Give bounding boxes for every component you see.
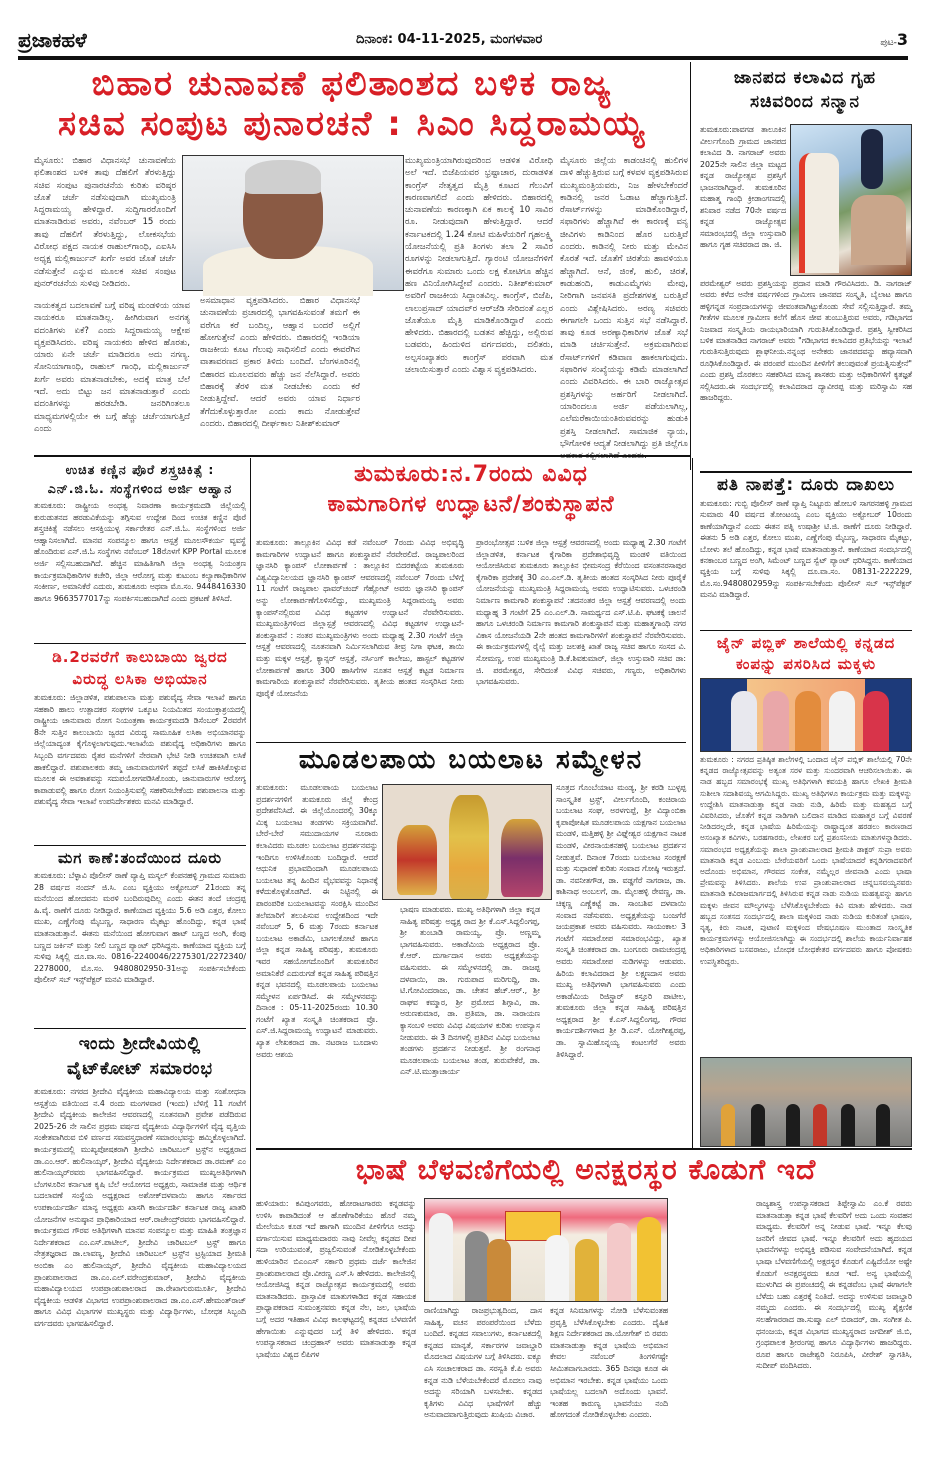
lead-col2: ಅಸಮಾಧಾನ ವ್ಯಕ್ತಪಡಿಸಿದರು. ಬಿಹಾರ ವಿಧಾನಸಭೆ ಚುನಾವಣೆಯ ಪ್ರಚಾರದಲ್ಲಿ ಭಾಗವಹಿಸುವಂತೆ ತಮಗೆ ಈ ವರೆಗೂ ಕರೆ ಬಂದಿಲ್ಲ, ಆಹ್ವಾನ ಬಂದರೆ ಅಲ್ಲಿಗೆ ಹೋಗುತ್ತೇನೆ ಎಂದು ಹೇಳಿದರು. ಬಿಹಾರದಲ್ಲಿ ಇಂಡಿಯಾ ರಾಜಕೀಯ ಕೂಟ ಗೆಲುವು ಸಾಧಿಸಲಿದೆ ಎಂದು ಈವರೆಗಿನ ವಾತಾವರಣದ ಪ್ರಕಾರ ತಿಳಿದು ಬಂದಿದೆ. ಬೆಂಗಳೂರಿನಲ್ಲಿ ಬಿಹಾರದ ಮೂಲದವರು ಹೆಚ್ಚು ಜನ ನೆಲೆಸಿದ್ದಾರೆ. ಅವರು ಬಿಹಾರಕ್ಕೆ ತೆರಳಿ ಮತ ನೀಡಬೇಕು ಎಂದು ಕರೆ ನೀಡುತ್ತಿದ್ದೇವೆ. ಆದರೆ ಅವರು ಯಾವ ನಿರ್ಧಾರ ತೆಗೆದುಕೊಳ್ಳುತ್ತಾರೋ ಎಂದು ಕಾದು ನೋಡುತ್ತೇವೆ ಎಂದರು. ಬಿಹಾರದಲ್ಲಿ ದೀರ್ಘಕಾಲ ನಿತೀಶ್‌ಕುಮಾರ್ — [200, 296, 360, 429]
lead-headline-line1: ಬಿಹಾರ ಚುನಾವಣೆ ಫಲಿತಾಂಶದ ಬಳಿಕ ರಾಜ್ಯ — [91, 64, 613, 104]
page-prefix: ಪುಟ- — [880, 38, 897, 48]
date-line: ದಿನಾಂಕ: 04-11-2025, ಮಂಗಳವಾರ — [356, 32, 543, 47]
photo-person-shape — [851, 195, 906, 265]
lasika-headline: ಡಿ.2ರವರೆಗೆ ಕಾಲುಬಾಯಿ ಜ್ವರದ ವಿರುದ್ಧ ಲಸಿಕಾ ಅಭಿಯಾನ — [52, 648, 228, 688]
ucita-headline: ಉಚಿತ ಕಣ್ಣಿನ ಪೊರೆ ಶಸ್ತ್ರಚಿಕಿತ್ಸೆ : ಎನ್.ಜಿ.ಓ. ಸಂಸ್ಥೆಗಳಿಂದ ಅರ್ಜಿ ಆಹ್ವಾನ — [47, 462, 233, 496]
maga-kane-body: ತುಮಕೂರು: ಬೆಳ್ಳಾವಿ ಪೊಲೀಸ್ ಠಾಣೆ ವ್ಯಾಪ್ತಿ ಮಸ್ಕಲ್ ಕೆಂಪನಹಳ್ಳಿ ಗ್ರಾಮದ ಸುಮಾರು 28 ವರ್ಷದ ನಂದನ್ ಜಿ.ಸಿ. ಎಂಬ ವ್ಯಕ್ತಿಯು ಅಕ್ಟೋಬರ್ 21ರಂದು ತನ್ನ ಮನೆಯಿಂದ ಹೋದವನು ಮರಳಿ ಬಂದಿರುವುದಿಲ್ಲ ಎಂದು ಈತನ ತಂದೆ ಚಂದ್ರಪ್ಪ ಹಿ.ವೈ. ಠಾಣೆಗೆ ದೂರು ನೀಡಿದ್ದಾರೆ. ಕಾಣೆಯಾದ ವ್ಯಕ್ತಿಯು 5.6 ಅಡಿ ಎತ್ತರ, ಕೋಲು ಮುಖ, ಎಣ್ಣೆಗೆಂಪು ಮೈಬಣ್ಣ, ಸಾಧಾರಣ ಮೈಕಟ್ಟು ಹೊಂದಿದ್ದು, ಕನ್ನಡ ಭಾಷೆ ಮಾತನಾಡುತ್ತಾನೆ. ಈತನು ಮನೆಯಿಂದ ಹೋಗುವಾಗ ಹಾಟ್ ಬಣ್ಣದ ಅಂಗಿ, ಕೆಂಪು ಬಣ್ಣದ ಜರ್ಕಿನ್ ಮತ್ತು ನೀಲಿ ಬಣ್ಣದ ಪ್ಯಾಂಟ್ ಧರಿಸಿದ್ದನು. ಕಾಣೆಯಾದ ವ್ಯಕ್ತಿಯ ಬಗ್ಗೆ ಸುಳಿವು ಸಿಕ್ಕಲ್ಲಿ ದೂ.ವಾ.ಸಂ. 0816-2240046/2275301/2272340/ 2278000, ಮೊ.ಸಂ. 9480802950-31ಅನ್ನು ಸಂಪರ್ಕಿಸಬೇಕೆಂದು ಪೊಲೀಸ್ ಸಬ್ ಇನ್ಸ್‌ಪೆಕ್ಟರ್ ಮನವಿ ಮಾಡಿದ್ದಾರೆ. — [34, 871, 246, 985]
masthead-rule — [18, 56, 908, 60]
pati-napatte-body: ತುಮಕೂರು: ಗುಬ್ಬಿ ಪೊಲೀಸ್ ಠಾಣೆ ವ್ಯಾಪ್ತಿ ನಿಟ್ಟೂರು ಹೋಬಳಿ ಸಾಗರನಹಳ್ಳಿ ಗ್ರಾಮದ ಸುಮಾರು 40 ವರ್ಷದ ತೋಂಟಯ್ಯ ಎಂಬ ವ್ಯಕ್ತಿಯು ಅಕ್ಟೋಬರ್ 10ರಂದು ಕಾಣೆಯಾಗಿದ್ದಾನೆ ಎಂದು ಈತನ ಪತ್ನಿ ಉಷಾಶ್ರೀ ಟಿ.ಜಿ. ಠಾಣೆಗೆ ದೂರು ನೀಡಿದ್ದಾರೆ. ಈತನು 5 ಅಡಿ ಎತ್ತರ, ಕೋಲು ಮುಖ, ಎಣ್ಣೆಗೆಂಪು ಮೈಬಣ್ಣ, ಸಾಧಾರಣ ಮೈಕಟ್ಟು, ಬೋಳು ತಲೆ ಹೊಂದಿದ್ದು, ಕನ್ನಡ ಭಾಷೆ ಮಾತನಾಡುತ್ತಾನೆ. ಕಾಣೆಯಾದ ಸಂದರ್ಭದಲ್ಲಿ ಕನಕಾಂಬರ ಬಣ್ಣದ ಅಂಗಿ, ಸಿಮೆಂಟ್ ಬಣ್ಣದ ಸ್ವೆಟ್ ಪ್ಯಾಂಟ್ ಧರಿಸಿದ್ದನು. ಕಾಣೆಯಾದ ವ್ಯಕ್ತಿಯ ಬಗ್ಗೆ ಸುಳಿವು ಸಿಕ್ಕಲ್ಲಿ ದೂ.ವಾ.ಸಂ. 08131-222229, ಮೊ.ಸಂ.9480802959ನ್ನು ಸಂಪರ್ಕಿಸಬೇಕೆಂದು ಪೊಲೀಸ್ ಸಬ್ ಇನ್ಸ್‌ಪೆಕ್ಟರ್ ಮನವಿ ಮಾಡಿದ್ದಾರೆ. — [700, 499, 912, 600]
photo-person-shape — [575, 1239, 599, 1301]
bhashe-col4: ರಾಜ್ಯಶಾಸ್ತ್ರ ಉಪನ್ಯಾಸಕರಾದ ತಿಪ್ಪೇಸ್ವಾಮಿ ಎಂ.ಕೆ ರವರು ಮಾತನಾಡುತ್ತಾ ಕನ್ನಡ ಭಾಷೆ ಕೆಲವರಿಗೆ ಅದು ಒಂದು ಸಂವಹನ ಮಾಧ್ಯಮ. ಕೆಲವರಿಗೆ ಅನ್ನ ನೀಡುವ ಭಾಷೆ. ಇನ್ನೂ ಕೆಲವು ಜನರಿಗೆ ಜೀವದ ಭಾಷೆ. ಇನ್ನೂ ಕೆಲವರಿಗೆ ಅದು ಹೃದಯದ ಭಾವನೆಗಳನ್ನು ಅಭಿವ್ಯಕ್ತಿ ಪಡಿಸುವ ಸಂವೇದನೆಯಾಗಿದೆ. ಕನ್ನಡ ಭಾಷಾ ಬೆಳವಣಿಗೆಯಲ್ಲಿ ಅಕ್ಷರಸ್ಥರ ಕೊಡುಗೆ ಎಷ್ಟಿದೆಯೋ ಅಷ್ಟೇ ಕೊಡುಗೆ ಅನಕ್ಷರಸ್ಥರದು ಕೂಡ ಇದೆ. ಅನ್ಯ ಭಾಷೆಯಲ್ಲಿ ಮುಳುಗಿದ ಈ ಪ್ರಪಂಚದಲ್ಲಿ ಈ ಕನ್ನಡವೆಂಬ ಭಾಷೆ ಈಗಾಗಲೇ ಬೆಳೆದು ಬಹು ಎತ್ತರಕ್ಕೆ ನಿಂತಿದೆ. ಅದನ್ನು ಉಳಿಸುವ ಜವಾಬ್ದಾರಿ ನಮ್ಮದು ಎಂದರು. ಈ ಸಂದರ್ಭದಲ್ಲಿ ಮುಖ್ಯ ಶೈಕ್ಷಣಿಕ ಸಲಹೆಗಾರರಾದ ಡಾ.ಸುಷ್ಮಾ ಎಲ್ ಬಿರಾದರ್, ಡಾ. ಸಂಗೀತ ಪಿ. ಧನಂಜಯ, ಕನ್ನಡ ವಿಭಾಗದ ಮುಖ್ಯಸ್ಥರಾದ ಜಗದೀಶ್ ಜಿ.ಬಿ, ಗ್ರಂಥಪಾಲಕ ಶ್ರೀರಂಗಪ್ಪ ಹಾಗೂ ವಿದ್ಯಾರ್ಥಿಗಳು ಹಾಜರಿದ್ದರು. ರೂಪ ಹಾಗೂ ರಾಜೇಶ್ವರಿ ನಿರೂಪಿಸಿ, ವೀರೇಶ್ ಸ್ವಾಗತಿಸಿ, ಸುದೀಪ್ ವಂದಿಸಿದರು. — [756, 1199, 912, 1371]
bhashe-col1: ಹುಳಿಯಾರು: ಕವಿಪುಂಗವರು, ಹೋರಾಟಗಾರರು ಕನ್ನಡವನ್ನು ಉಳಿಸಿ ಕಾಪಾಡಿದಂತೆ ಆ ಹೊಣೆಗಾರಿಕೆಯು ಹೊರೆ ನಮ್ಮ ಮೇಲೆಯೂ ಕೂಡ ಇದೆ ಹಾಗಾಗಿ ಮುಂದಿನ ಪೀಳಿಗೆಗೂ ಅದನ್ನು ವರ್ಗಾಯಿಸುವ ಮಾಧ್ಯಮದಾರರು ನಾವು ನೀವೆಲ್ಲ ಕನ್ನಡದ ದೀಪ ಸದಾ ಉರಿಯುವಂತೆ, ಪ್ರಜ್ವಲಿಸುವಂತೆ ನೋಡಿಕೊಳ್ಳಬೇಕೆಂದು ಹುಳಿಯಾರಿನ ಬಿಎಂಎಸ್ ಸರ್ಕಾರಿ ಪ್ರಥಮ ದರ್ಜೆ ಕಾಲೇಜಿನ ಪ್ರಾಂಶುಪಾಲರಾದ ಪ್ರೊ.ವೀರಣ್ಣ ಎಸ್.ಸಿ ಹೇಳಿದರು. ಕಾಲೇಜಿನಲ್ಲಿ ಆಯೋಜಿಸಿದ್ದ ಕನ್ನಡ ರಾಜ್ಯೋತ್ಸವ ಕಾರ್ಯಕ್ರಮದಲ್ಲಿ ಅವರು ಮಾತನಾಡಿದರು. ಪ್ರಾಸ್ತಾವಿಕ ಮಾತುಗಳಾಡಿದ ಕನ್ನಡ ಸಹಾಯಕ ಪ್ರಾಧ್ಯಾಪಕರಾದ ಸುಮಂತ್ತನವರು ಕನ್ನಡ ನೆಲ, ಜಲ, ಭಾಷೆಯ ಬಗ್ಗೆ ಅದರ ಇತಿಹಾಸ ವಿವಿಧ ಕಾಲಘಟ್ಟದಲ್ಲಿ ಕನ್ನಡದ ಬೆಳವಣಿಗೆ ಹೇಗಾಯಿತು ಎನ್ನುವುದರ ಬಗ್ಗೆ ತಿಳಿ ಹೇಳಿದರು. ಕನ್ನಡ ಉಪನ್ಯಾಸಕರಾದ ಚಂದ್ರಹಾಸ್ ಅವರು ಮಾತನಾಡುತ್ತಾ ಕನ್ನಡ ಭಾಷೆಯು ವಿಶ್ವದ ಲಿಪಿಗಳ — [256, 1199, 416, 1359]
jain-school-photo-1 — [700, 678, 912, 752]
photo-person-shape — [841, 1104, 855, 1146]
photo-hair-shape — [245, 160, 321, 194]
lead-col3: ಮುಖ್ಯಮಂತ್ರಿಯಾಗಿರುವುದರಿಂದ ಆಡಳಿತ ವಿರೋಧಿ ಅಲೆ ಇದೆ. ಬಿಜೆಪಿಯವರ ಭ್ರಷ್ಟಾಚಾರ, ದುರಾಡಳಿತ ಕಾಂಗ್ರೆಸ್ ನೇತೃತ್ವದ ಮೈತ್ರಿ ಕೂಟದ ಗೆಲುವಿಗೆ ಕಾರಣವಾಗಲಿದೆ ಎಂದು ಹೇಳಿದರು. ಬಿಹಾರದಲ್ಲಿ ಚುನಾವಣೆಯ ಕಾರಣಕ್ಕಾಗಿ ಏಕ ಕಾಲಕ್ಕೆ 10 ಸಾವಿರ ರೂ. ನೀಡುವುದಾಗಿ ಹೇಳುತ್ತಿದ್ದಾರೆ. ಆದರೆ ಕರ್ನಾಟಕದಲ್ಲಿ 1.24 ಕೋಟಿ ಮಹಿಳೆಯರಿಗೆ ಗೃಹಲಕ್ಷ್ಮಿ ಯೋಜನೆಯಲ್ಲಿ ಪ್ರತಿ ತಿಂಗಳು ತಲಾ 2 ಸಾವಿರ ರೂಗಳನ್ನು ನೀಡಲಾಗುತ್ತಿದೆ. ಗ್ಯಾರಂಟಿ ಯೋಜನೆಗಳಿಗೆ ಈವರೆಗೂ ಸುಮಾರು ಒಂದು ಲಕ್ಷ ಕೋಟಿಗೂ ಹೆಚ್ಚಿನ ಹಣ ವಿನಿಯೋಗಿಸಿದ್ದೇವೆ ಎಂದರು. ನಿತೀಶ್‌ಕುಮಾರ್ ಅವರಿಗೆ ರಾಜಕೀಯ ಸಿದ್ಧಾಂತವಿಲ್ಲ. ಕಾಂಗ್ರೆಸ್, ಬಿಜೆಪಿ, ಲಾಲುಪ್ರಸಾದ್ ಯಾದವ್‌ರ ಆರ್‌ಜೆಡಿ ಸೇರಿದಂತೆ ಎಲ್ಲರ ಜೊತೆಯೂ ಮೈತ್ರಿ ಮಾಡಿಕೊಂಡಿದ್ದಾರೆ ಎಂದು ಹೇಳಿದರು. ಬಿಹಾರದಲ್ಲಿ ಬಡತನ ಹೆಚ್ಚಿದ್ದು, ಅಲ್ಲಿರುವ ಬಡವರು, ಹಿಂದುಳಿದ ವರ್ಗದವರು, ದಲಿತರು, ಅಲ್ಪಸಂಖ್ಯಾತರು ಕಾಂಗ್ರೆಸ್ ಪರವಾಗಿ ಮತ ಚಲಾಯಿಸುತ್ತಾರೆ ಎಂದು ವಿಶ್ವಾಸ ವ್ಯಕ್ತಪಡಿಸಿದರು. — [405, 156, 553, 376]
photo-person-shape — [751, 1104, 765, 1146]
bayalata-col3: ಸೂತ್ರದ ಗೊಂಬೆಯಾಟ ಮಂಡ್ಯ, ಶ್ರೀ ಕರಡಿ ಬುಳ್ಳಪ್ಪ ಸಾಂಸ್ಕೃತಿಕ ಟ್ರಸ್ಟ್, ವೀರ್ಲಗೊಂದಿ, ಕಂಚಿರಾಯ ಬಯಲಾಟ ಸಂಘ, ಅರಳಗುಪ್ಪೆ, ಶ್ರೀ ವಿದ್ಯಾಂಬಿಕಾ ಕೃಪಾಪೋಷಿತ ಮೂಡಲಪಾಯ ಯಕ್ಷಗಾನ ಬಯಲಾಟ ಮಂಡಳಿ, ಮತ್ತಿಹಳ್ಳಿ ಶ್ರೀ ವಿಘ್ನೇಶ್ವರ ಯಕ್ಷಗಾನ ನಾಟಕ ಮಂಡಳಿ, ವೀರನಾಯಕನಹಳ್ಳಿ ಬಯಲಾಟ ಪ್ರದರ್ಶನ ನೀಡುತ್ತವೆ. ದಿನಾಂಕ 7ರಂದು ಬಯಲಾಟ ಸಂರಕ್ಷಣೆ ಮತ್ತು ಸುಧಾರಣೆ ಕುರಿತು ಸಂವಾದ ಗೋಷ್ಠಿ ಇರುತ್ತದೆ. ಡಾ. ನವನೀತಗೌಡ, ಡಾ. ವಡ್ಡಗೆರೆ ನಾಗರಾಜ, ಡಾ. ಕಾಶಿನಾಥ ಅಂಬಲಗೆ, ಡಾ. ಮೈಲಹಳ್ಳಿ ರೇವಣ್ಣ, ಡಾ. ಚಿಕ್ಕಣ್ಣ ಎಣ್ಣೆಕಟ್ಟೆ ಡಾ. ಸಾಂಬಶಿವ ದಳವಾಯಿ ಸಂವಾದ ನಡೆಸುವರು. ಅಧ್ಯಕ್ಷತೆಯನ್ನು ಬಂಜಗೆರೆ ಜಯಪ್ರಕಾಶ ಅವರು ವಹಿಸುವರು. ಸಾಯಂಕಾಲ 3 ಗಂಟೆಗೆ ಸಮಾರೋಪ ಸಮಾರಂಭವಿದ್ದು, ಖ್ಯಾತ ಸಂಸ್ಕೃತಿ ಚಿಂತಕರಾದ ಡಾ. ಬಂಗೂರು ರಾಮಚಂದ್ರಪ್ಪ ಅವರು ಸಮಾರೋಪ ನುಡಿಗಳನ್ನು ಆಡುವರು. ಹಿರಿಯ ಕಲಾವಿದರಾದ ಶ್ರೀ ಲಕ್ಷ್ಮಣದಾಸ ಅವರು ಮುಖ್ಯ ಅತಿಥಿಗಳಾಗಿ ಭಾಗವಹಿಸುವರು ಎಂದು ಅಕಾಡೆಮಿಯ ರಿಜಿಸ್ಟ್ರಾರ್ ಕಸ್ತೂರಿ ಪಾಟೀಲ, ತುಮಕೂರು ಜಿಲ್ಲಾ ಕನ್ನಡ ಸಾಹಿತ್ಯ ಪರಿಷತ್ತಿನ ಅಧ್ಯಕ್ಷರಾದ ಶ್ರೀ ಕೆ.ಎಸ್.ಸಿದ್ದಲಿಂಗಪ್ಪ, ಗೌರವ ಕಾರ್ಯದರ್ಶಿಗಳಾದ ಶ್ರೀ ಡಿ.ಎನ್. ಯೋಗೀಶ್ವರಪ್ಪ, ಡಾ. ಸ್ವಾಮಿಹೊನ್ನಯ್ಯ ಕಂಟಲಗೆರೆ ಅವರು ತಿಳಿಸಿದ್ದಾರೆ. — [556, 783, 686, 1059]
lead-col1b: ನಾಯಕತ್ವದ ಬದಲಾವಣೆ ಬಗ್ಗೆ ವರಿಷ್ಠ ಮಂಡಳಿಯ ಯಾವ ನಾಯಕರೂ ಮಾತನಾಡಿಲ್ಲ. ಹೀಗಿರುವಾಗ ಅನಗತ್ಯ ವದಂತಿಗಳು ಏಕೆ? ಎಂದು ಸಿದ್ದರಾಮಯ್ಯ ಆಕ್ಷೇಪ ವ್ಯಕ್ತಪಡಿಸಿದರು. ವರಿಷ್ಠ ನಾಯಕರು ಹೇಳಿದ ಹೊರತು, ಯಾರು ಏನೇ ಚರ್ಚೆ ಮಾಡಿದರೂ ಅದು ನಗಣ್ಯ. ಸೋನಿಯಾಗಾಂಧಿ, ರಾಹುಲ್ ಗಾಂಧಿ, ಮಲ್ಲಿಕಾರ್ಜುನ್ ಖರ್ಗೆ ಅವರು ಮಾತನಾಡಬೇಕು, ಅದಕ್ಕೆ ಮಾತ್ರ ಬೆಲೆ ಇದೆ. ಅದು ಬಿಟ್ಟು ಜನ ಮಾತನಾಡುತ್ತಾರೆ ಎಂದು ವದಂತಿಗಳನ್ನು ಹರಡಬೇಡಿ. ಜನರಿಗಿಂತಲೂ ಮಾಧ್ಯಮಗಳಲ್ಲಿಯೇ ಈ ಬಗ್ಗೆ ಹೆಚ್ಚು ಚರ್ಚೆಯಾಗುತ್ತಿದೆ ಎಂದು — [34, 301, 190, 434]
newspaper-name: ಪ್ರಜಾಕಹಳೆ — [18, 28, 87, 52]
photo-person-shape — [876, 1104, 890, 1146]
photo-person-shape — [799, 153, 839, 273]
photo-person-shape — [763, 691, 789, 751]
maga-kane-bottom-rule — [34, 1028, 246, 1029]
photo-person-shape — [429, 1213, 453, 1301]
photo-person-shape — [786, 1104, 800, 1146]
photo-person-shape — [465, 1231, 489, 1301]
photo-person-shape — [545, 1235, 569, 1301]
lasika-bottom-rule — [34, 845, 246, 846]
janapada-side-text: ತುಮಕೂರು:ಪಾವಗಡ ತಾಲೂಕಿನ ವೀರ್ಲಗೊಂದಿ ಗ್ರಾಮದ ಜಾನಪದ ಕಲಾವಿದ ಡಿ. ನಾಗರಾಜ್ ಅವರು 2025ನೇ ಸಾಲಿನ ಜಿಲ್ಲಾ ಮಟ್ಟದ ಕನ್ನಡ ರಾಜ್ಯೋತ್ಸವ ಪ್ರಶಸ್ತಿಗೆ ಭಾಜನರಾಗಿದ್ದಾರೆ. ತುಮಕೂರಿನ ಮಹಾತ್ಮ ಗಾಂಧಿ ಕ್ರೀಡಾಂಗಣದಲ್ಲಿ ಶನಿವಾರ ನಡೆದ 70ನೇ ವರ್ಷದ ಕನ್ನಡ ರಾಜ್ಯೋತ್ಸವ ಸಮಾರಂಭದಲ್ಲಿ ಜಿಲ್ಲಾ ಉಸ್ತುವಾರಿ ಹಾಗೂ ಗೃಹ ಸಚಿವರಾದ ಡಾ. ಜಿ. — [700, 125, 786, 249]
lead-photo — [182, 155, 404, 291]
janapada-bottom-rule — [700, 471, 912, 473]
jain-school-photo-2 — [700, 1057, 912, 1147]
bhashe-col3: ಕನ್ನಡ ಸಿನಿಮಾಗಳನ್ನು ನೋಡಿ ಬೆಳೆಸುವಂತಹ ಪ್ರವೃತ್ತಿ ಬೆಳೆಸಿಕೊಳ್ಳಬೇಕು ಎಂದರು. ದೈಹಿಕ ಶಿಕ್ಷಣ ನಿರ್ದೇಶಕರಾದ ಡಾ.ಯೋಗೇಶ್ ಬಿ ರವರು ಮಾತನಾಡುತ್ತಾ ಕನ್ನಡ ಭಾಷೆಯ ಅಭಿಮಾನ ಕೇವಲ ನವೆಂಬರ್ ತಿಂಗಳಿಗಷ್ಟೇ ಸೀಮಿತವಾಗಬಾರದು. 365 ದಿನವೂ ಕೂಡ ಈ ಅಭಿಮಾನ ಇರಬೇಕು. ಕನ್ನಡ ಭಾಷೆಯು ಒಂದು ಭಾಷೆಯಲ್ಲ ಬದಲಾಗಿ ಅದೊಂದು ಭಾವನೆ. ಇಂತಹ ಕಾರುಣ್ಯ ಭಾವನೆಯು ನಂದಿ ಹೋಗದಂತೆ ನೋಡಿಕೊಳ್ಳಬೇಕು ಎಂದರು. — [550, 1306, 668, 1420]
bhashe-photo — [424, 1198, 668, 1302]
photo-performer-shape — [501, 819, 543, 897]
tumakuru-works-col1: ತುಮಕೂರು: ತಾಲ್ಲೂಕಿನ ವಿವಿಧ ಕಡೆ ನವೆಂಬರ್ 7ರಂದು ವಿವಿಧ ಅಭಿವೃದ್ಧಿ ಕಾಮಗಾರಿಗಳ ಉದ್ಘಾಟನೆ ಹಾಗೂ ಶಂಕುಸ್ಥಾಪನೆ ನೆರವೇರಲಿದೆ. ರಾಜ್ಯಪಾಲರಿಂದ ಜ್ಞಾನಸಿರಿ ಕ್ಯಾಂಪಸ್ ಲೋಕಾರ್ಪಣೆ : ತಾಲ್ಲೂಕಿನ ಬಿದರಕಟ್ಟೆಯ ತುಮಕೂರು ವಿಶ್ವವಿದ್ಯಾನಿಲಯದ ಜ್ಞಾನಸಿರಿ ಕ್ಯಾಂಪಸ್ ಆವರಣದಲ್ಲಿ ನವೆಂಬರ್ 7ರಂದು ಬೆಳಿಗ್ಗೆ 11 ಗಂಟೆಗೆ ರಾಜ್ಯಪಾಲ ಥಾವರ್‌ಚಂದ್ ಗೆಹ್ಲೋಟ್ ಅವರು ಜ್ಞಾನಸಿರಿ ಕ್ಯಾಂಪಸ್ ಅನ್ನು ಲೋಕಾರ್ಪಣೆಗೊಳಿಸಲಿದ್ದು, ಮುಖ್ಯಮಂತ್ರಿ ಸಿದ್ದರಾಮಯ್ಯ ಅವರು ಕ್ಯಾಂಪಸ್‌ನಲ್ಲಿರುವ ವಿವಿಧ ಕಟ್ಟಡಗಳ ಉದ್ಘಾಟನೆ ನೆರವೇರಿಸುವರು. ಮುಖ್ಯಮಂತ್ರಿಗಳಿಂದ ಜಿಲ್ಲಾಸ್ಪತ್ರೆ ಆವರಣದಲ್ಲಿ ವಿವಿಧ ಕಟ್ಟಡಗಳ ಉದ್ಘಾಟನೆ-ಶಂಕುಸ್ಥಾಪನೆ : ನಂತರ ಮುಖ್ಯಮಂತ್ರಿಗಳು ಅಂದು ಮಧ್ಯಾಹ್ನ 2.30 ಗಂಟೆಗೆ ಜಿಲ್ಲಾ ಆಸ್ಪತ್ರೆ ಆವರಣದಲ್ಲಿ ನೂತನವಾಗಿ ನಿರ್ಮಿಸಲಾಗಿರುವ ತೀವ್ರ ನಿಗಾ ಘಟಕ, ತಾಯಿ ಮತ್ತು ಮಕ್ಕಳ ಆಸ್ಪತ್ರೆ, ಕ್ಯಾನ್ಸರ್ ಆಸ್ಪತ್ರೆ, ನರ್ಸಿಂಗ್ ಕಾಲೇಜು, ಹಾಸ್ಟಲ್ ಕಟ್ಟಡಗಳ ಲೋಕಾರ್ಪಣೆ ಹಾಗೂ 300 ಹಾಸಿಗೆಗಳ ನೂತನ ಆಸ್ಪತ್ರೆ ಕಟ್ಟಡ ನಿರ್ಮಾಣ ಕಾಮಗಾರಿಯ ಶಂಕುಸ್ಥಾಪನೆ ನೆರವೇರಿಸುವರು. ತೃತೀಯ ಹಂತದ ಸಂಸ್ಕರಿಸಿದ ನೀರು ಪೂರೈಕೆ ಯೋಜನೆಯ — [256, 538, 464, 698]
photo-person-shape — [863, 691, 889, 751]
photo-person-shape — [607, 1223, 631, 1301]
lead-col4: ಮೈಸೂರು ಜಿಲ್ಲೆಯ ಕಾಡಂಚಿನಲ್ಲಿ ಹುಲಿಗಳ ದಾಳಿ ಹೆಚ್ಚುತ್ತಿರುವ ಬಗ್ಗೆ ಕಳವಳ ವ್ಯಕ್ತಪಡಿಸಿರುವ ಮುಖ್ಯಮಂತ್ರಿಯವರು, ನಿಜ ಹೇಳಬೇಕೆಂದರೆ ಕಾಡಿನಲ್ಲಿ ಜನರ ಓಡಾಟ ಹೆಚ್ಚಾಗುತ್ತಿದೆ. ರೆಸಾರ್ಟ್‌ಗಳನ್ನು ಮಾಡಿಕೊಂಡಿದ್ದಾರೆ, ಸಫಾರಿಗಳು ಹೆಚ್ಚಾಗಿವೆ ಈ ಕಾರಣಕ್ಕೆ ವನ್ಯ ಜೀವಿಗಳು ಕಾಡಿನಿಂದ ಹೊರ ಬರುತ್ತಿವೆ ಎಂದರು. ಕಾಡಿನಲ್ಲಿ ನೀರು ಮತ್ತು ಮೇವಿನ ಕೊರತೆ ಇದೆ. ಜೊತೆಗೆ ಚಿರತೆಯ ಹಾವಳಿಯೂ ಹೆಚ್ಚಾಗಿದೆ. ಆನೆ, ಜಿಂಕೆ, ಹುಲಿ, ಚಿರತೆ, ಕಾಡುಹಂದಿ, ಕಾಡುಎಮ್ಮೆಗಳು ಮೇವು, ನೀರಿಗಾಗಿ ಜನವಸತಿ ಪ್ರದೇಶಗಳತ್ತ ಬರುತ್ತಿವೆ ಎಂದು ವಿಶ್ಲೇಷಿಸಿದರು. ಅರಣ್ಯ ಸಚಿವರು ಈಗಾಗಲೇ ಒಂದು ಸುತ್ತಿನ ಸಭೆ ನಡೆಸಿದ್ದಾರೆ. ತಾವು ಕೂಡ ಅರಣ್ಯಾಧಿಕಾರಿಗಳ ಜೊತೆ ಸಭೆ ಮಾಡಿ ಚರ್ಚಿಸುತ್ತೇನೆ. ಅಕ್ರಮವಾಗಿರುವ ರೆಸಾರ್ಟ್‌ಗಳಿಗೆ ಕಡಿವಾಣ ಹಾಕಲಾಗುವುದು. ಸಫಾರಿಗಳ ಸಂಖ್ಯೆಯನ್ನು ಕಡಿಮೆ ಮಾಡಲಾಗಿದೆ ಎಂದು ವಿವರಿಸಿದರು. ಈ ಬಾರಿ ರಾಜ್ಯೋತ್ಸವ ಪ್ರಶಸ್ತಿಗಳನ್ನು ಅರ್ಹರಿಗೆ ನೀಡಲಾಗಿದೆ. ಯಾರಿಂದಲೂ ಅರ್ಜಿ ಪಡೆಯಲಾಗಿಲ್ಲ, ಎಲೆಮರೆಕಾಯಿಯಂತಿರುವವರನ್ನು ಹುಡುಕಿ ಪ್ರಶಸ್ತಿ ನೀಡಲಾಗಿದೆ. ಸಾಮಾಜಿಕ ನ್ಯಾಯ, ಭೌಗೋಳಿಕ ಆದ್ಯತೆ ನೀಡಲಾಗಿದ್ದು ಪ್ರತಿ ಜಿಲ್ಲೆಗೂ — [560, 156, 688, 449]
whitecoat-body: ತುಮಕೂರು: ನಗರದ ಶ್ರೀದೇವಿ ವೈದ್ಯಕೀಯ ಮಹಾವಿದ್ಯಾಲಯ ಮತ್ತು ಸಂಶೋಧನಾ ಆಸ್ಪತ್ರೆಯ ವತಿಯಿಂದ ನ.4 ರಂದು ಮಂಗಳವಾರ (ಇಂದು) ಬೆಳಿಗ್ಗೆ 11 ಗಂಟೆಗೆ ಶ್ರೀದೇವಿ ವೈದ್ಯಕೀಯ ಕಾಲೇಜಿನ ಆವರಣದಲ್ಲಿ ನೂತನವಾಗಿ ಪ್ರವೇಶ ಪಡೆದಿರುವ 2025-26 ನೇ ಸಾಲಿನ ಪ್ರಥಮ ವರ್ಷದ ವೈದ್ಯಕೀಯ ವಿದ್ಯಾರ್ಥಿಗಳಿಗೆ ವೈದ್ಯ ವೃತ್ತಿಯ ಸಂಕೇತವಾಗಿರುವ ಬಿಳಿ ವರ್ಣದ ಸಮವಸ್ತ್ರಧಾರಣೆ ಸಮಾರಂಭವನ್ನು ಹಮ್ಮಿಕೊಳ್ಳಲಾಗಿದೆ. ಕಾರ್ಯಕ್ರಮದಲ್ಲಿ ಮುಖ್ಯಪೋಷಕರಾಗಿ ಶ್ರೀದೇವಿ ಚಾರಿಟಬಲ್ ಟ್ರಸ್ಟ್‌ನ ಅಧ್ಯಕ್ಷರಾದ ಡಾ.ಎಂ.ಆರ್. ಹುಲಿನಾಯ್ಕರ್, ಶ್ರೀದೇವಿ ವೈದ್ಯಕೀಯ ನಿರ್ದೇಶಕರಾದ ಡಾ.ರಮಣ್ ಎಂ ಹುಲಿನಾಯ್ಕರ್‌ರವರು ಭಾಗವಹಿಸಲಿದ್ದಾರೆ. ಕಾರ್ಯಕ್ರಮದ ಮುಖ್ಯಅತಿಥಿಗಳಾಗಿ ಬೆಂಗಳೂರಿನ ಕರ್ನಾಟಕ ಕೃಷಿ ಬೆಲೆ ಆಯೋಗದ ಅಧ್ಯಕ್ಷರು, ಸಾಮಾಜಿಕ ಮತ್ತು ಆರ್ಥಿಕ ಬದಲಾವಣೆ ಸಂಸ್ಥೆಯ ಅಧ್ಯಕ್ಷರಾದ ಅಶೋಕ್‌ದಳವಾಯಿ ಹಾಗೂ ಸರ್ಕಾರದ ಉಪಕಾರ್ಯದರ್ಶಿ ಮಾನ್ಯ ಅಧ್ಯಕ್ಷರು ಖಾಸಗಿ ಕಾರ್ಯದರ್ಶಿ ಕರ್ನಾಟಕ ರಾಜ್ಯ ಖಾತರಿ ಯೋಜನೆಗಳ ಅನುಷ್ಠಾನ ಪ್ರಾಧಿಕಾರಿಯಾದ ಆರ್.ರಾಜೇಂದ್ರ್‌ರವರು ಭಾಗವಹಿಸಲಿದ್ದಾರೆ. ಕಾರ್ಯಕ್ರಮದ ಗೌರವ ಅತಿಥಿಗಳಾಗಿ ಮಾನವ ಸಂಪನ್ಮೂಲ ಮತ್ತು ಮಾಹಿತಿ ತಂತ್ರಜ್ಞಾನ ನಿರ್ದೇಶಕರಾದ ಎಂ.ಎಸ್.ಪಾಟೀಲ್, ಶ್ರೀದೇವಿ ಚಾರಿಟಬಲ್ ಟ್ರಸ್ಟ್ ಹಾಗೂ ನೇತ್ರತಜ್ಞರಾದ ಡಾ.ಲಾವಣ್ಯ, ಶ್ರೀದೇವಿ ಚಾರಿಟಬಲ್ ಟ್ರಸ್ಟ್‌ನ ಟ್ರಸ್ಟಿಯಾದ ಶ್ರೀಮತಿ ಅಂಬಿಕಾ ಎಂ ಹುಲಿನಾಯ್ಕರ್, ಶ್ರೀದೇವಿ ವೈದ್ಯಕೀಯ ಮಹಾವಿದ್ಯಾಲಯದ ಪ್ರಾಂಶುಪಾಲರಾದ ಡಾ.ಎಂ.ಎಲ್.ವರೇಂದ್ರಕುಮಾರ್, ಶ್ರೀದೇವಿ ವೈದ್ಯಕೀಯ ಮಹಾವಿದ್ಯಾಲಯದ ಉಪಪ್ರಾಂಶುಪಾಲರಾದ ಡಾ.ರೇಖಾಗುರುಮೂರ್ತಿ, ಶ್ರೀದೇವಿ ವೈದ್ಯಕೀಯ ಆಡಳಿತ ವಿಭಾಗದ ಉಪಪ್ರಾಂಶುಪಾಲರಾದ ಡಾ.ಎಂ.ಎಸ್.ಹೇಮಂತ್‌ರಾಜ್ ಹಾಗೂ ವಿವಿಧ ವಿಭಾಗಗಳ ಮುಖ್ಯಸ್ಥರು ಮತ್ತು ವಿದ್ಯಾರ್ಥಿಗಳು, ಬೋಧಕ ಸಿಬ್ಬಂದಿ ವರ್ಗದವರು ಭಾಗವಹಿಸಲಿದ್ದಾರೆ. — [34, 1087, 246, 1328]
whitecoat-headline: ಇಂದು ಶ್ರೀದೇವಿಯಲ್ಲಿ ವೈಟ್‌ಕೋಟ್ ಸಮಾರಂಭ — [66, 1034, 214, 1079]
photo-person-shape — [829, 691, 855, 751]
photo-person-shape — [487, 1239, 511, 1301]
bayalata-bottom-rule — [256, 1148, 912, 1150]
page-number-value: 3 — [896, 30, 908, 49]
tumakuru-works-bottom-rule — [256, 742, 686, 743]
center-right-divider — [692, 458, 693, 1148]
pati-napatte-bottom-rule — [700, 630, 912, 631]
masthead — [18, 28, 908, 58]
lead-bottom-rule — [34, 455, 690, 457]
maga-kane-headline: ಮಗ ಕಾಣೆ:ತಂದೆಯಿಂದ ದೂರು — [57, 849, 223, 867]
bayalata-photo — [382, 784, 552, 900]
bhashe-col2: ರಾಣಿಯಾಗಿದ್ದು ರಾಜಪ್ರಭುತ್ವದಿಂದ, ದಾಸ ಸಾಹಿತ್ಯ, ವಚನ ಪರಂಪರೆಯಿಂದ ಬೆಳೆದು ಬಂದಿದೆ. ಕನ್ನಡದ ಸವಾಲುಗಳು, ಕರ್ನಾಟಕದಲ್ಲಿ ಕನ್ನಡದ ಮಾನ್ಯತೆ, ಸರ್ಕಾರಗಳ ಜವಾಬ್ದಾರಿ ಮೊದಲಾದ ವಿಷಯಗಳ ಬಗ್ಗೆ ತಿಳಿಸಿದರು. ಐಕ್ಯೂ ಎಸಿ ಸಂಚಾಲಕರಾದ ಡಾ. ಸರಸ್ವತಿ ಕೆ.ಪಿ ಅವರು ಕನ್ನಡ ನುಡಿ ಬೆಳೆಯಬೇಕೆಂದರೆ ಮೊದಲು ನಾವು ಅದನ್ನು ಸರಿಯಾಗಿ ಬಳಸಬೇಕು. ಕನ್ನಡದ ಕೃತಿಗಳು ವಿವಿಧ ಭಾಷೆಗಳಿಗೆ ಹೆಚ್ಚು ಅನುವಾದವಾಗುತ್ತಿರುವುದು ಖುಷಿಯ ವಿಚಾರ. — [424, 1306, 542, 1420]
bhashe-headline: ಭಾಷೆ ಬೆಳವಣಿಗೆಯಲ್ಲಿ ಅನಕ್ಷರಸ್ಥರ ಕೊಡುಗೆ ಇದೆ — [355, 1153, 817, 1186]
left-column-divider — [250, 458, 251, 1258]
jain-school-headline: ಜೈನ್ ಪಬ್ಲಿಕ್ ಶಾಲೆಯಲ್ಲಿ ಕನ್ನಡದ ಕಂಪನ್ನು ಪಸರಿಸಿದ ಮಕ್ಕಳು — [716, 634, 896, 673]
photo-person-shape — [813, 1104, 827, 1146]
lead-headline — [18, 64, 686, 144]
jain-school-body: ತುಮಕೂರು : ನಗರದ ಪ್ರತಿಷ್ಠಿತ ಶಾಲೆಗಳಲ್ಲಿ ಒಂದಾದ ಜೈನ್ ಪಬ್ಲಿಕ್ ಶಾಲೆಯಲ್ಲಿ 70ನೇ ಕನ್ನಡದ ರಾಜ್ಯೋತ್ಸವವನ್ನು ಅತ್ಯಂತ ಸರಳ ಮತ್ತು ಸುಂದರವಾಗಿ ಆಚರಿಸಲಾಯಿತು. ಈ ನಾಡ ಹಬ್ಬದ ಸಮಾರಂಭಕ್ಕೆ ಮುಖ್ಯ ಅತಿಥಿಗಳಾಗಿ ಕವಯತ್ರಿ ಹಾಗೂ ಲೇಖಕಿ ಶ್ರೀಮತಿ ಸುಶೀಲಾ ಸದಾಶಿವಯ್ಯ ಆಗಮಿಸಿದ್ದರು. ಮುಖ್ಯ ಅತಿಥಿಗಳೂ ಕಾರ್ಯಕ್ರಮ ಮತ್ತು ಮಕ್ಕಳನ್ನು ಉದ್ದೇಶಿಸಿ ಮಾತನಾಡುತ್ತಾ ಕನ್ನಡ ನಾಡು ನುಡಿ, ಹಿರಿಮೆ ಮತ್ತು ಮಹತ್ವದ ಬಗ್ಗೆ ವಿವರಿಸಿದರು, ಜೊತೆಗೆ ಕನ್ನಡ ನಾಡಿಗಾಗಿ ಬಲಿದಾನ ಮಾಡಿದ ಮಹಾತ್ಮರ ಬಗ್ಗೆ ವಿವರಣೆ ನೀಡಿದರಲ್ಲದೇ, ಕನ್ನಡ ಭಾಷೆಯ ಹಿರಿಮೆಯನ್ನು ರಾಷ್ಟ್ರಾದ್ಯಂತ ಹರಡಲು ಕಾರಣರಾದ ಅಸಂಖ್ಯಾತ ಕವಿಗಳು, ಬರಹಗಾರರು, ಲೇಖಕರ ಬಗ್ಗೆ ಪ್ರಶಂಸನೀಯ ಮಾತುಗಳನ್ನಾಡಿದರು. ಸಮಾರಂಭದ ಅಧ್ಯಕ್ಷತೆಯನ್ನು ಶಾಲಾ ಪ್ರಾಂಶುಪಾಲರಾದ ಶ್ರೀಮತಿ ಡಾಕ್ಟರ್ ಸುಪ್ರಾ ಅವರು ಮಾತನಾಡಿ ಕನ್ನಡ ಎಂಬುದು ಬೇರೆಯವರಿಗೆ ಒಂದು ಭಾಷೆಯಾದರೆ ಕನ್ನಡಿಗರಾದವರಿಗೆ ಅದೊಂದು ಅಭಿಮಾನ, ಗೌರವದ ಸಂಕೇತ, ನಮ್ಮೆಲ್ಲರ ಜೀವನಾಡಿ ಎಂದು ಭಾಷಾ ಪ್ರೇಮವನ್ನು ತಿಳಿಸಿದರು. ಶಾಲೆಯ ಉಪ ಪ್ರಾಂಶುಪಾಲರಾದ ಚನ್ನಬಸವಯ್ಯನವರು ಮಾತನಾಡಿ ಕವಿರಾಜಮಾರ್ಗದಲ್ಲಿ ತಿಳಿಸಿರುವ ಕನ್ನಡ ನಾಡು ನುಡಿಯ ಮಹತ್ವವನ್ನು ಹಾಗೂ ಮಕ್ಕಳು ಜೀವನ ಮೌಲ್ಯಗಳನ್ನು ಬೆಳೆಸಿಕೊಳ್ಳಬೇಕೆಂದು ಕಿವಿ ಮಾತು ಹೇಳಿದರು. ನಾಡ ಹಬ್ಬದ ಸಂತಸದ ಸಂದರ್ಭದಲ್ಲಿ ಶಾಲಾ ಮಕ್ಕಳಿಂದ ನಾಡು ನುಡಿಯ ಕುರಿತಂತೆ ಭಾಷಣ, ನೃತ್ಯ, ಕಿರು ನಾಟಕ, ಪುಟಾಣಿ ಮಕ್ಕಳಿಂದ ವೇಷಭೂಷಣ ಮುಂತಾದ ಸಾಂಸ್ಕೃತಿಕ ಕಾರ್ಯಕ್ರಮಗಳನ್ನು ಆಯೋಜಿಸಲಾಗಿದ್ದು ಈ ಸಂದರ್ಭದಲ್ಲಿ ಶಾಲೆಯ ಕಾರ್ಯನಿರ್ವಾಹಕ ಅಧಿಕಾರಿಗಳಾದ ಬಸವರಾಜು, ಬೋಧಕ ಬೋಧಕೇತರ ವರ್ಗದವರು ಹಾಗೂ ಪೋಷಕರು ಉಪಸ್ಥಿತರಿದ್ದರು. — [700, 755, 912, 966]
photo-person-shape — [861, 129, 883, 189]
lasika-body: ತುಮಕೂರು: ಜಿಲ್ಲಾಡಳಿತ, ಪಶುಪಾಲನಾ ಮತ್ತು ಪಶುವೈದ್ಯ ಸೇವಾ ಇಲಾಖೆ ಹಾಗೂ ಸಹಕಾರಿ ಹಾಲು ಉತ್ಪಾದಕರ ಸಂಘಗಳ ಒಕ್ಕೂಟ ನಿಯಮಿತದ ಸಂಯುಕ್ತಾಶ್ರಯದಲ್ಲಿ ರಾಷ್ಟ್ರೀಯ ಜಾನುವಾರು ರೋಗ ನಿಯಂತ್ರಣಾ ಕಾರ್ಯಕ್ರಮದಡಿ ಡಿಸೆಂಬರ್ 2ರವರೆಗೆ 8ನೇ ಸುತ್ತಿನ ಕಾಲುಬಾಯಿ ಜ್ವರದ ವಿರುದ್ಧ ಸಾಮೂಹಿಕ ಲಸಿಕಾ ಅಭಿಯಾನವನ್ನು ಜಿಲ್ಲೆಯಾದ್ಯಂತ ಕೈಗೊಳ್ಳಲಾಗುವುದು.ಇಲಾಖೆಯ ಪಶುವೈದ್ಯ ಅಧಿಕಾರಿಗಳು ಹಾಗೂ ಸಿಬ್ಬಂದಿ ವರ್ಗದವರು ರೈತರ ಮನೆಗಳಿಗೆ ನೇರವಾಗಿ ಭೇಟಿ ನೀಡಿ ಉಚಿತವಾಗಿ ಲಸಿಕೆ ಹಾಕಲಿದ್ದಾರೆ. ಪಶುಪಾಲಕರು ತಮ್ಮ ಜಾನುವಾರುಗಳಿಗೆ ತಪ್ಪದೆ ಲಸಿಕೆ ಹಾಕಿಸಿಕೊಳ್ಳುವ ಮೂಲಕ ಈ ಅವಕಾಶವನ್ನು ಸದುಪಯೋಗಪಡಿಸಿಕೊಂಡು, ಜಾನುವಾರುಗಳ ಆರೋಗ್ಯ ಕಾಪಾಡುವಲ್ಲಿ ಹಾಗೂ ರೋಗ ನಿಯಂತ್ರಿಸುವಲ್ಲಿ ಸಹಕರಿಸಬೇಕೆಂದು ಪಶುಪಾಲನಾ ಮತ್ತು ಪಶುವೈದ್ಯ ಸೇವಾ ಇಲಾಖೆ ಉಪನಿರ್ದೇಶಕರು ಮನವಿ ಮಾಡಿದ್ದಾರೆ. — [34, 693, 246, 807]
janapada-photo — [790, 124, 912, 276]
ucita-body: ತುಮಕೂರು: ರಾಷ್ಟ್ರೀಯ ಅಂಧತ್ವ ನಿವಾರಣಾ ಕಾರ್ಯಕ್ರಮದಡಿ ಜಿಲ್ಲೆಯಲ್ಲಿ ಕುರುಡುತನದ ಹರಡುವಿಕೆಯನ್ನು ತಗ್ಗಿಸುವ ಉದ್ದೇಶ ದಿಂದ ಉಚಿತ ಕಣ್ಣಿನ ಪೊರೆ ಶಸ್ತ್ರಚಿಕಿತ್ಸೆ ನಡೆಸಲು ಆಸಕ್ತಿಯುಳ್ಳ ಸರ್ಕಾರೇತರ ಎನ್.ಜಿ.ಓ. ಸಂಸ್ಥೆಗಳಿಂದ ಅರ್ಜಿ ಆಹ್ವಾನಿಸಲಾಗಿದೆ. ಮಾನವ ಸಂಪನ್ಮೂಲ ಹಾಗೂ ಆಸ್ಪತ್ರೆ ಮೂಲಸೌಕರ್ಯ ವ್ಯವಸ್ಥೆ ಹೊಂದಿರುವ ಎನ್.ಜಿ.ಓ ಸಂಸ್ಥೆಗಳು ನವೆಂಬರ್ 18ರೊಳಗೆ KPP Portal ಮೂಲಕ ಅರ್ಜಿ ಸಲ್ಲಿಸಬಹುದಾಗಿದೆ. ಹೆಚ್ಚಿನ ಮಾಹಿತಿಗಾಗಿ ಜಿಲ್ಲಾ ಅಂಧತ್ವ ನಿಯಂತ್ರಣ ಕಾರ್ಯಕ್ರಮಾಧಿಕಾರಿಗಳ ಕಚೇರಿ, ಜಿಲ್ಲಾ ಆರೋಗ್ಯ ಮತ್ತು ಕುಟುಂಬ ಕಲ್ಯಾಣಾಧಿಕಾರಿಗಳ ಸಂಕೀರ್ಣ, ಅಮಾನಿಕೆರೆ ಎದುರು, ತುಮಕೂರು ಅಥವಾ ಮೊ.ಸಂ. 9448416330 ಹಾಗೂ 9663577017ನ್ನು ಸಂಪರ್ಕಿಸಬಹುದಾಗಿದೆ ಎಂದು ಪ್ರಕಟಣೆ ತಿಳಿಸಿದೆ. — [34, 501, 246, 603]
lead-col1: ಮೈಸೂರು: ಬಿಹಾರ ವಿಧಾನಸಭೆ ಚುನಾವಣೆಯ ಫಲಿತಾಂಶದ ಬಳಿಕ ತಾವು ದೆಹಲಿಗೆ ತೆರಳುತ್ತಿದ್ದು ಸಚಿವ ಸಂಪುಟ ಪುನಾರಚನೆಯ ಕುರಿತು ವರಿಷ್ಠರ ಜೊತೆ ಚರ್ಚೆ ನಡೆಸುವುದಾಗಿ ಮುಖ್ಯಮಂತ್ರಿ ಸಿದ್ದರಾಮಯ್ಯ ಹೇಳಿದ್ದಾರೆ. ಸುದ್ದಿಗಾರರೊಂದಿಗೆ ಮಾತನಾಡಿರುವ ಅವರು, ನವೆಂಬರ್ 15 ರಂದು ತಾವು ದೆಹಲಿಗೆ ತೆರಳುತ್ತಿದ್ದು, ಲೋಕಸಭೆಯ ವಿರೋಧ ಪಕ್ಷದ ನಾಯಕ ರಾಹುಲ್‌ಗಾಂಧಿ, ಎಐಸಿಸಿ ಅಧ್ಯಕ್ಷ ಮಲ್ಲಿಕಾರ್ಜುನ್ ಖರ್ಗೆ ಅವರ ಜೊತೆ ಚರ್ಚೆ ನಡೆಸುತ್ತೇನೆ ಎನ್ನುವ ಮೂಲಕ ಸಚಿವ ಸಂಪುಟ ಪುನರ್‌ರಚನೆಯ ಸುಳಿವು ನೀಡಿದರು. — [34, 156, 176, 289]
lead-vertical-divider — [690, 62, 691, 470]
janapada-headline: ಜಾನಪದ ಕಲಾವಿದ ಗೃಹ ಸಚಿವರಿಂದ ಸನ್ಮಾನ — [733, 68, 877, 112]
bayalata-col2: ಭಾಷಣ ಮಾಡುವರು. ಮುಖ್ಯ ಅತಿಥಿಗಳಾಗಿ ಜಿಲ್ಲಾ ಕನ್ನಡ ಸಾಹಿತ್ಯ ಪರಿಷತ್ತು ಅಧ್ಯಕ್ಷ ರಾದ ಶ್ರೀ ಕೆ.ಎಸ್.ಸಿದ್ದಲಿಂಗಪ್ಪ, ಶ್ರೀ ತುಂಬಾಡಿ ರಾಮಯ್ಯ, ಪ್ರೊ. ಅಣ್ಣಮ್ಮ ಭಾಗವಹಿಸುವರು. ಅಕಾಡೆಮಿಯ ಅಧ್ಯಕ್ಷರಾದ ಪ್ರೊ. ಕೆ.ಆರ್. ದುರ್ಗಾದಾಸ ಅವರು ಅಧ್ಯಕ್ಷತೆಯನ್ನು ವಹಿಸುವರು. ಈ ಸಮ್ಮೇಳನದಲ್ಲಿ ಡಾ. ರಾಜಪ್ಪ ದಳವಾಯಿ, ಡಾ. ಗುರುಪಾದ ಮರಿಗುದ್ದಿ, ಡಾ. ಟಿ.ಗೋವಿಂದರಾಜು, ಡಾ. ಚೇತನ ಹೆಚ್.ಆರ್., ಶ್ರೀ ರಾಘವ ಕಮ್ಮಾರ, ಶ್ರೀ ಪ್ರಮೋದ ಶಿಗ್ಗಾವಿ, ಡಾ. ಅರುಣಕುಮಾರ, ಡಾ. ಪ್ರತಿಮಾ, ಡಾ. ನಾರಾಯಣ ಕ್ಯಾಸಂಬಳಿ ಅವರು ವಿವಿಧ ವಿಷಯಗಳ ಕುರಿತು ಉಪನ್ಯಾಸ ನೀಡುವರು. ಈ 3 ದಿನಗಳಲ್ಲಿ ಪ್ರತಿದಿನ ವಿವಿಧ ಬಯಲಾಟ ತಂಡಗಳು ಪ್ರದರ್ಶನ ನೀಡುತ್ತವೆ. ಶ್ರೀ ರಂಗನಾಥ ಮೂಡಲಪಾಯ ಬಯಲಾಟ ತಂಡ, ತುರುವೇಕೆರೆ, ಡಾ. ಎನ್.ಟಿ.ಮುತ್ತಾಚಾರ್ಯ — [400, 905, 540, 1077]
pati-napatte-headline: ಪತಿ ನಾಪತ್ತೆ: ದೂರು ದಾಖಲು — [717, 475, 895, 495]
photo-person-shape — [731, 691, 757, 751]
photo-performer-shape — [449, 795, 489, 899]
bayalata-headline: ಮೂಡಲಪಾಯ ಬಯಲಾಟ ಸಮ್ಮೇಳನ — [298, 745, 644, 775]
photo-person-shape — [637, 1217, 661, 1301]
bayalata-col1: ತುಮಕೂರು: ಮೂಡಲಪಾಯ ಬಯಲಾಟ ಪ್ರದರ್ಶನಗಳಿಗೆ ತುಮಕೂರು ಜಿಲ್ಲೆ ಕೇಂದ್ರ ಪ್ರದೇಶವೆನಿಸಿದೆ. ಈ ಜಿಲ್ಲೆಯೊಂದರಲ್ಲಿ 30ಕ್ಕೂ ಮಿಕ್ಕ ಬಯಲಾಟ ತಂಡಗಳು ಸಕ್ರಿಯವಾಗಿವೆ. ಬೇರೆ-ಬೇರೆ ಸಮುದಾಯಗಳ ನೂರಾರು ಕಲಾವಿದರು ಮೂಡಲ ಬಯಲಾಟ ಪ್ರದರ್ಶನವನ್ನು ಇಂದಿಗೂ ಉಳಿಸಿಕೊಂಡು ಬಂದಿದ್ದಾರೆ. ಆದರೆ ಆಧುನಿಕ ಪ್ರಭಾವದಿಂದಾಗಿ ಮೂಡಲಪಾಯ ಬಯಲಾಟ ತನ್ನ ಹಿಂದಿನ ವೈಭವವನ್ನು ನಿಧಾನಕ್ಕೆ ಕಳೆದುಕೊಳ್ಳತೊಡಗಿದೆ. ಈ ನಿಟ್ಟಿನಲ್ಲಿ ಈ ಪಾರಂಪರಿಕ ಬಯಲಾಟವನ್ನು ಸಂರಕ್ಷಿಸಿ ಮುಂದಿನ ತಲೆಮಾರಿಗೆ ತಲುಪಿಸುವ ಉದ್ದೇಶದಿಂದ ಇದೇ ನವೆಂಬರ್ 5, 6 ಮತ್ತು 7ರಂದು ಕರ್ನಾಟಕ ಬಯಲಾಟ ಅಕಾಡೆಮಿ, ಬಾಗಲಕೋಟೆ ಹಾಗೂ ಜಿಲ್ಲಾ ಕನ್ನಡ ಸಾಹಿತ್ಯ ಪರಿಷತ್ತು, ತುಮಕೂರು ಇವರ ಸಹಯೋಗದೊಂದಿಗೆ ತುಮಕೂರಿನ ಅಮಾನಿಕೆರೆ ಎದುರುಗಡೆ ಕನ್ನಡ ಸಾಹಿತ್ಯ ಪರಿಷತ್ತಿನ ಕನ್ನಡ ಭವನದಲ್ಲಿ ಮೂಡಲಪಾಯ ಬಯಲಾಟ ಸಮ್ಮೇಳನ ಏರ್ಪಡಿಸಿದೆ. ಈ ಸಮ್ಮೇಳನವನ್ನು ದಿನಾಂಕ : 05-11-2025ರಂದು 10.30 ಗಂಟೆಗೆ ಖ್ಯಾತ ಸಂಸ್ಕೃತಿ ಚಿಂತಕರಾದ ಪ್ರೊ. ಎಸ್.ಜಿ.ಸಿದ್ದರಾಮಯ್ಯ ಉದ್ಘಾಟನೆ ಮಾಡುವರು. ಖ್ಯಾತ ಲೇಖಕರಾದ ಡಾ. ನಟರಾಜ ಬೂದಾಳು ಅವರು ಆಶಯ — [256, 783, 378, 1059]
photo-person-shape — [795, 691, 821, 751]
lead-headline-line2: ಸಚಿವ ಸಂಪುಟ ಪುನಾರಚನೆ : ಸಿಎಂ ಸಿದ್ದರಾಮಯ್ಯ — [57, 104, 647, 144]
tumakuru-works-col2: ಪ್ರಾರಂಭೋತ್ಸವ :ಬಳಿಕ ಜಿಲ್ಲಾ ಆಸ್ಪತ್ರೆ ಆವರಣದಲ್ಲಿ ಅಂದು ಮಧ್ಯಾಹ್ನ 2.30 ಗಂಟೆಗೆ ಜಿಲ್ಲಾಡಳಿತ, ಕರ್ನಾಟಕ ಕೈಗಾರಿಕಾ ಪ್ರದೇಶಾಭಿವೃದ್ಧಿ ಮಂಡಳಿ ವತಿಯಿಂದ ಆಯೋಜಿಸಿರುವ ತುಮಕೂರು ತಾಲ್ಲೂಕಿನ ಭೀಮಸಂದ್ರ ಕೆರೆಯಿಂದ ವಸಂತನರಸಾಪುರ ಕೈಗಾರಿಕಾ ಪ್ರದೇಶಕ್ಕೆ 30 ಎಂ.ಎಲ್.ಡಿ. ತೃತೀಯ ಹಂತದ ಸಂಸ್ಕರಿಸಿದ ನೀರು ಪೂರೈಕೆ ಯೋಜನೆಯನ್ನು ಮುಖ್ಯಮಂತ್ರಿ ಸಿದ್ದರಾಮಯ್ಯ ಅವರು ಉದ್ಘಾಟಿಸುವರು. ಒಳಚರಂಡಿ ನಿರ್ಮಾಣ ಕಾಮಗಾರಿ ಶಂಕುಸ್ಥಾಪನೆ :ತದನಂತರ ಜಿಲ್ಲಾ ಆಸ್ಪತ್ರೆ ಆವರಣದಲ್ಲಿ ಅಂದು ಮಧ್ಯಾಹ್ನ 3 ಗಂಟೆಗೆ 25 ಎಂ.ಎಲ್.ಡಿ. ಸಾಮರ್ಥ್ಯದ ಎಸ್.ಟಿ.ಪಿ. ಘಟಕಕ್ಕೆ ಚಾಲನೆ ಹಾಗೂ ಒಳಚರಂಡಿ ನಿರ್ಮಾಣ ಕಾಮಗಾರಿ ಶಂಕುಸ್ಥಾಪನೆ ಮತ್ತು ಮಹಾತ್ಮಗಾಂಧಿ ನಗರ ವಿಕಾಸ ಯೋಜನೆಯಡಿ 2ನೇ ಹಂತದ ಕಾಮಗಾರಿಗಳಿಗೆ ಶಂಕುಸ್ಥಾಪನೆ ನೆರವೇರಿಸುವರು. ಈ ಕಾರ್ಯಕ್ರಮಗಳಲ್ಲಿ ರೈಲ್ವೆ ಮತ್ತು ಜಲಶಕ್ತಿ ಖಾತೆ ರಾಜ್ಯ ಸಚಿವ ಹಾಗೂ ಸಂಸದ ವಿ. ಸೋಮಣ್ಣ, ಉಪ ಮುಖ್ಯಮಂತ್ರಿ ಡಿ.ಕೆ.ಶಿವಕುಮಾರ್, ಜಿಲ್ಲಾ ಉಸ್ತುವಾರಿ ಸಚಿವ ಡಾ: ಜಿ. ಪರಮೇಶ್ವರ, ಸೇರಿದಂತೆ ವಿವಿಧ ಸಚಿವರು, ಗಣ್ಯರು, ಅಧಿಕಾರಿಗಳು ಭಾಗವಹಿಸುವರು. — [476, 538, 686, 687]
photo-performer-shape — [397, 825, 437, 895]
tumakuru-works-headline: ತುಮಕೂರು:ನ.7ರಂದು ವಿವಿಧ ಕಾಮಗಾರಿಗಳ ಉದ್ಘಾಟನೆ/ಶಂಕುಸ್ಥಾಪನೆ — [327, 462, 615, 517]
ucita-bottom-rule — [34, 643, 246, 644]
janapada-body: ಪರಮೇಶ್ವರ್ ಅವರು ಪ್ರಶಸ್ತಿಯನ್ನು ಪ್ರದಾನ ಮಾಡಿ ಗೌರವಿಸಿದರು. ಡಿ. ನಾಗರಾಜ್ ಅವರು ಕಳೆದ ಅನೇಕ ವರ್ಷಗಳಿಂದ ಗ್ರಾಮೀಣ ಜಾನಪದ ಸಂಸ್ಕೃತಿ, ಬೈಲಾಟ ಹಾಗೂ ಹಳ್ಳಿಗನ್ನಡ ಸಂಪ್ರದಾಯಗಳನ್ನು ಜೀವಂತವಾಗಿಟ್ಟುಕೊಂಡು ಸೇವೆ ಸಲ್ಲಿಸುತ್ತಿದ್ದಾರೆ. ತಮ್ಮ ಗೀತೆಗಳ ಮೂಲಕ ಗ್ರಾಮೀಣ ಕಲೆಗೆ ಹೊಸ ಜೀವ ತುಂಬುತ್ತಿರುವ ಅವರು, ಗಡಿಭಾಗದ ನಿಜವಾದ ಸಂಸ್ಕೃತಿಯ ರಾಯಭಾರಿಯಾಗಿ ಗುರುತಿಸಿಕೊಂಡಿದ್ದಾರೆ. ಪ್ರಶಸ್ತಿ ಸ್ವೀಕರಿಸಿದ ಬಳಿಕ ಮಾತನಾಡಿದ ನಾಗರಾಜ್ ಅವರು "ಗಡಿಭಾಗದ ಕಲಾವಿದರ ಪ್ರತಿಭೆಯನ್ನು ಇಲಾಖೆ ಗುರುತಿಸುತ್ತಿರುವುದು ಶ್ಲಾಘನೀಯ.ನನ್ನಂಥ ಅನೇಕರು ಜಾನಪದವನ್ನು ಹವ್ಯಾಸವಾಗಿ ರೂಢಿಸಿಕೊಂಡಿದ್ದಾರೆ. ಈ ಪರಂಪರೆ ಮುಂದಿನ ಪೀಳಿಗೆಗೆ ತಲುಪುವಂತೆ ಪ್ರಯತ್ನಿಸುತ್ತೇನೆ" ಎಂದು ಪ್ರಶಸ್ತಿ ದೊರಕಲು ಸಹಕರಿಸಿದ ಮಾನ್ಯ ಶಾಸಕರು ಮತ್ತು ಅಧಿಕಾರಿಗಳಿಗೆ ಕೃತಜ್ಞತೆ ಸಲ್ಲಿಸಿದರು.ಈ ಸಂದರ್ಭದಲ್ಲಿ ಕಲಾವಿದರಾದ ದ್ಯಾವೀರಪ್ಪ ಮತ್ತು ಮರಿಸ್ವಾಮಿ ಸಹ ಹಾಜರಿದ್ದರು. — [700, 279, 912, 403]
page-number — [880, 30, 908, 49]
photo-person-shape — [721, 1104, 735, 1146]
